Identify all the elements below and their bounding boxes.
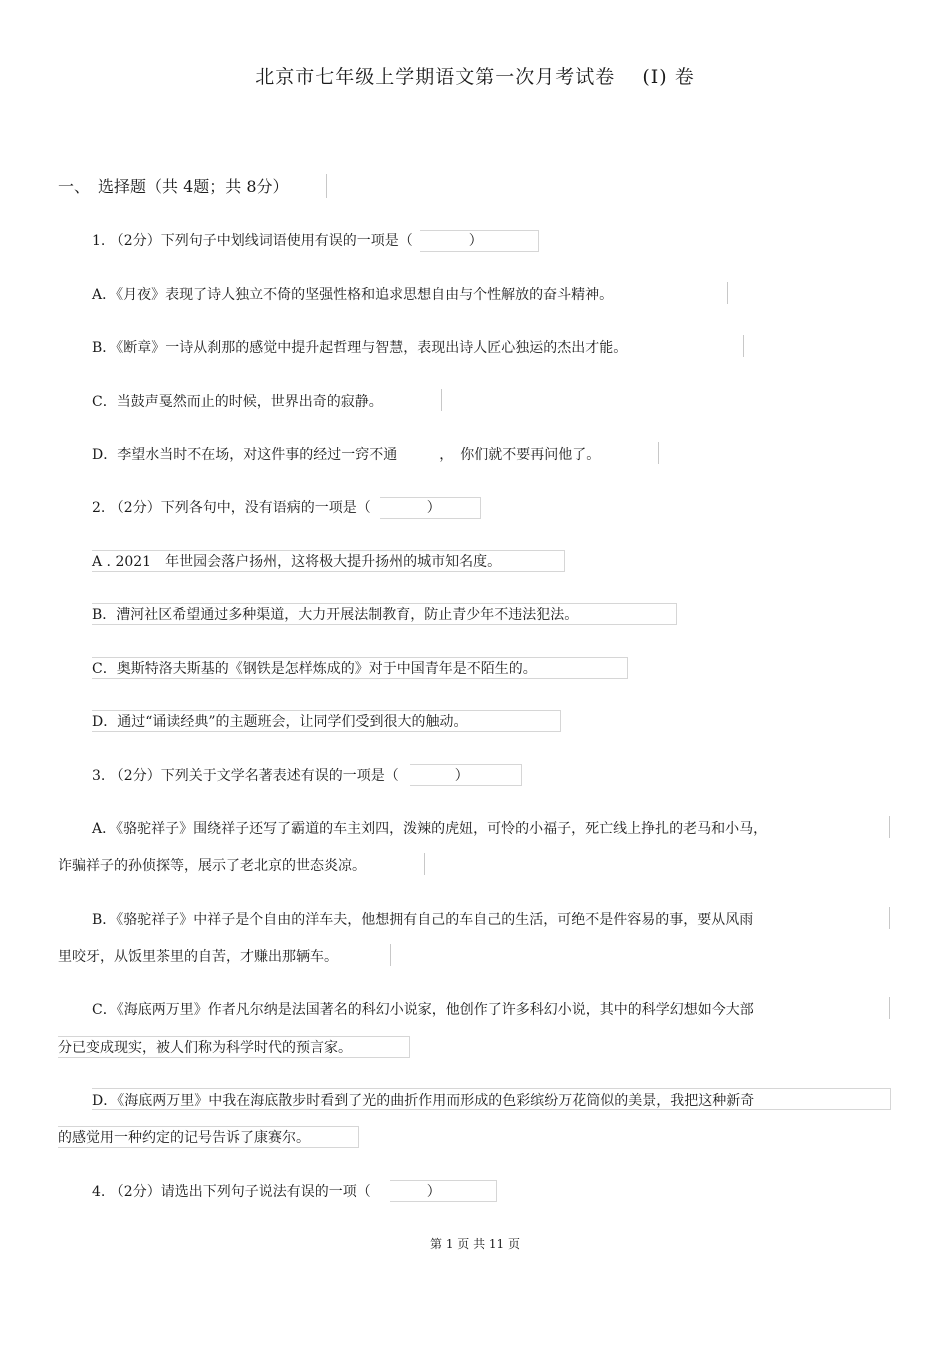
option-box xyxy=(58,1036,410,1058)
question-4-stem: 4. （2分）请选出下列句子说法有误的一项（ ） xyxy=(92,1184,441,1200)
option-divider xyxy=(889,907,890,929)
option-divider xyxy=(889,816,890,838)
question-3-option-b-line1: B．《骆驼祥子》中祥子是个自由的洋车夫，他想拥有自己的车自己的生活，可绝不是件容易的事，要从风雨 xyxy=(92,912,754,928)
question-3-option-d-line2: 的感觉用一种约定的记号告诉了康赛尔。 xyxy=(58,1130,310,1146)
page-title: 北京市七年级上学期语文第一次月考试卷 (I) 卷 xyxy=(255,66,695,88)
question-3-answer-box xyxy=(410,764,522,786)
section-heading: 一、 选择题（共 4题；共 8分） xyxy=(58,177,289,196)
option-divider xyxy=(743,335,744,357)
option-divider xyxy=(390,944,391,966)
question-1-option-b: B．《断章》一诗从刹那的感觉中提升起哲理与智慧，表现出诗人匠心独运的杰出才能。 xyxy=(92,340,628,356)
question-2-answer-box xyxy=(380,497,481,519)
question-2-stem: 2. （2分）下列各句中，没有语病的一项是（ ） xyxy=(92,500,441,516)
question-2-option-d: D．通过“诵读经典”的主题班会，让同学们受到很大的触动。 xyxy=(92,714,468,730)
option-box xyxy=(92,657,628,679)
option-divider xyxy=(424,853,425,875)
question-1-option-d: D．李望水当时不在场，对这件事的经过一窍不通 ， 你们就不要再问他了。 xyxy=(92,447,601,463)
question-3-option-a-line1: A．《骆驼祥子》围绕祥子还写了霸道的车主刘四，泼辣的虎妞，可怜的小福子，死亡线上挣扎的老马和小马， xyxy=(92,821,768,837)
option-divider xyxy=(441,389,442,411)
question-3-option-a-line2: 诈骗祥子的孙侦探等，展示了老北京的世态炎凉。 xyxy=(58,858,366,874)
option-box xyxy=(92,710,561,732)
question-1-stem: 1. （2分）下列句子中划线词语使用有误的一项是（ ） xyxy=(92,233,483,249)
option-box xyxy=(92,1088,891,1110)
option-divider xyxy=(727,282,728,304)
question-3-option-d-line1: D．《海底两万里》中我在海底散步时看到了光的曲折作用而形成的色彩缤纷万花筒似的美景，我把这种新奇 xyxy=(92,1093,755,1109)
page-footer: 第 1 页 共 11 页 xyxy=(430,1237,520,1251)
option-divider xyxy=(658,442,659,464)
option-divider xyxy=(889,997,890,1019)
question-1-option-a: A．《月夜》表现了诗人独立不倚的坚强性格和追求思想自由与个性解放的奋斗精神。 xyxy=(92,287,614,303)
section-divider xyxy=(326,174,327,198)
question-1-option-c: C．当鼓声戛然而止的时候，世界出奇的寂静。 xyxy=(92,394,383,410)
question-3-option-c-line1: C．《海底两万里》作者凡尔纳是法国著名的科幻小说家，他创作了许多科幻小说，其中的科学幻想如今大部 xyxy=(92,1002,754,1018)
question-3-stem: 3. （2分）下列关于文学名著表述有误的一项是（ ） xyxy=(92,768,469,784)
question-2-option-a: A . 2021 年世园会落户扬州，这将极大提升扬州的城市知名度。 xyxy=(92,554,502,570)
question-2-option-c: C．奥斯特洛夫斯基的《钢铁是怎样炼成的》对于中国青年是不陌生的。 xyxy=(92,661,537,677)
option-box xyxy=(58,1126,359,1148)
question-4-answer-box xyxy=(390,1180,497,1202)
option-box xyxy=(92,603,677,625)
question-3-option-c-line2: 分已变成现实，被人们称为科学时代的预言家。 xyxy=(58,1040,352,1056)
question-2-option-b: B．漕河社区希望通过多种渠道，大力开展法制教育，防止青少年不违法犯法。 xyxy=(92,607,579,623)
option-box xyxy=(92,550,565,572)
question-1-answer-box xyxy=(420,230,539,252)
question-3-option-b-line2: 里咬牙，从饭里茶里的自苦，才赚出那辆车。 xyxy=(58,949,338,965)
